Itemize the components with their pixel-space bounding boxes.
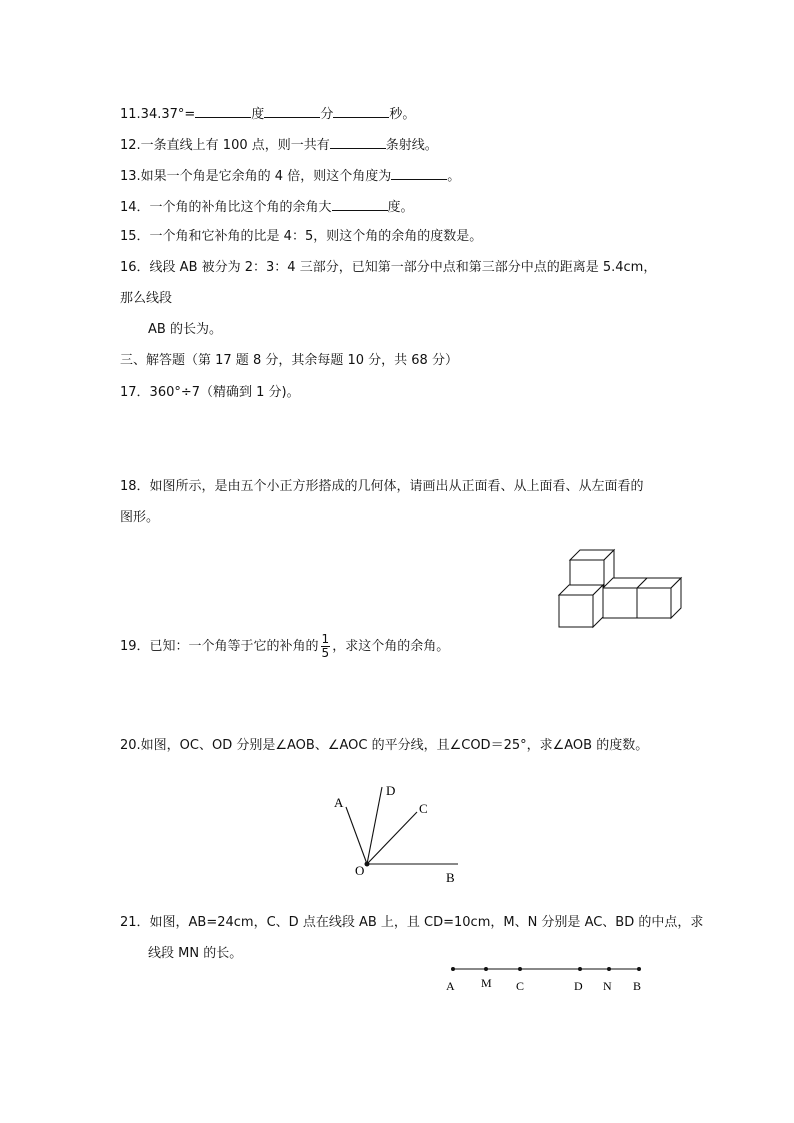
label-n: N bbox=[603, 979, 612, 993]
q19-suffix: ，求这个角的余角。 bbox=[332, 639, 450, 654]
q11-prefix: 11.34.37°= bbox=[120, 107, 196, 122]
q13-blank[interactable] bbox=[391, 166, 447, 180]
label-a: A bbox=[334, 795, 344, 810]
question-20: 20.如图，OC、OD 分别是∠AOB、∠AOC 的平分线，且∠COD＝25°，求∠AOB 的度数。 bbox=[120, 738, 649, 753]
label-c: C bbox=[419, 801, 428, 816]
question-12 bbox=[120, 135, 438, 155]
ray-od bbox=[367, 787, 382, 864]
label-b: B bbox=[633, 979, 642, 993]
point-c bbox=[518, 967, 522, 971]
fraction-one-fifth bbox=[321, 633, 331, 660]
fraction-denominator: 5 bbox=[321, 646, 330, 660]
q12-suffix: 条射线。 bbox=[385, 138, 438, 153]
q13-suffix: 。 bbox=[447, 169, 461, 184]
section-3-title: 三、解答题（第 17 题 8 分，其余每题 10 分，共 68 分） bbox=[120, 353, 458, 368]
point-m bbox=[484, 967, 488, 971]
ray-oc bbox=[367, 812, 417, 864]
question-16-line-1: 16．线段 AB 被分为 2：3：4 三部分，已知第一部分中点和第三部分中点的距离是 5.4cm， bbox=[120, 260, 657, 275]
question-16-line-2: 那么线段 bbox=[120, 291, 173, 306]
question-14 bbox=[120, 197, 414, 217]
question-18-line-1: 18．如图所示，是由五个小正方形搭成的几何体，请画出从正面看、从上面看、从左面看的 bbox=[120, 479, 644, 494]
q12-prefix: 12.一条直线上有 100 点，则一共有 bbox=[120, 138, 330, 153]
label-b: B bbox=[446, 870, 455, 885]
q14-blank[interactable] bbox=[332, 197, 388, 211]
q11-blank-minute[interactable] bbox=[264, 104, 320, 118]
question-15: 15．一个角和它补角的比是 4：5，则这个角的余角的度数是。 bbox=[120, 229, 483, 244]
question-19 bbox=[120, 630, 449, 664]
label-a: A bbox=[446, 979, 455, 993]
question-17: 17．360°÷7（精确到 1 分)。 bbox=[120, 385, 300, 400]
q11-blank-second[interactable] bbox=[333, 104, 389, 118]
question-11 bbox=[120, 104, 415, 124]
q11-unit-degree: 度 bbox=[251, 107, 265, 122]
question-13 bbox=[120, 166, 460, 186]
cube-bottom-front bbox=[559, 585, 603, 627]
q11-unit-minute: 分 bbox=[320, 107, 334, 122]
point-d bbox=[578, 967, 582, 971]
q19-prefix: 19．已知：一个角等于它的补角的 bbox=[120, 639, 319, 654]
segment-figure bbox=[440, 960, 650, 1000]
point-b bbox=[637, 967, 641, 971]
label-d: D bbox=[386, 783, 396, 798]
q13-prefix: 13.如果一个角是它余角的 4 倍，则这个角度为 bbox=[120, 169, 392, 184]
ray-oa bbox=[346, 807, 367, 864]
label-c: C bbox=[516, 979, 525, 993]
question-18-line-2: 图形。 bbox=[120, 510, 160, 525]
q11-unit-second: 秒。 bbox=[389, 107, 416, 122]
label-o: O bbox=[355, 863, 365, 878]
q14-suffix: 度。 bbox=[387, 200, 414, 215]
q12-blank[interactable] bbox=[330, 135, 386, 149]
angle-bisector-figure bbox=[320, 775, 470, 887]
label-m: M bbox=[481, 976, 492, 990]
question-21-line-1: 21．如图，AB=24cm，C、D 点在线段 AB 上，且 CD=10cm，M、N 分别是 AC、BD 的中点，求 bbox=[120, 915, 704, 930]
label-d: D bbox=[574, 979, 583, 993]
q14-prefix: 14．一个角的补角比这个角的余角大 bbox=[120, 200, 332, 215]
question-21-line-2: 线段 MN 的长。 bbox=[148, 946, 243, 961]
cube-structure-figure bbox=[550, 545, 690, 633]
point-o bbox=[365, 862, 370, 867]
point-n bbox=[607, 967, 611, 971]
fraction-numerator: 1 bbox=[321, 632, 330, 646]
q11-blank-degree[interactable] bbox=[195, 104, 251, 118]
cube-right-2 bbox=[637, 578, 681, 618]
point-a bbox=[451, 967, 455, 971]
question-16-line-3: AB 的长为。 bbox=[148, 322, 222, 337]
